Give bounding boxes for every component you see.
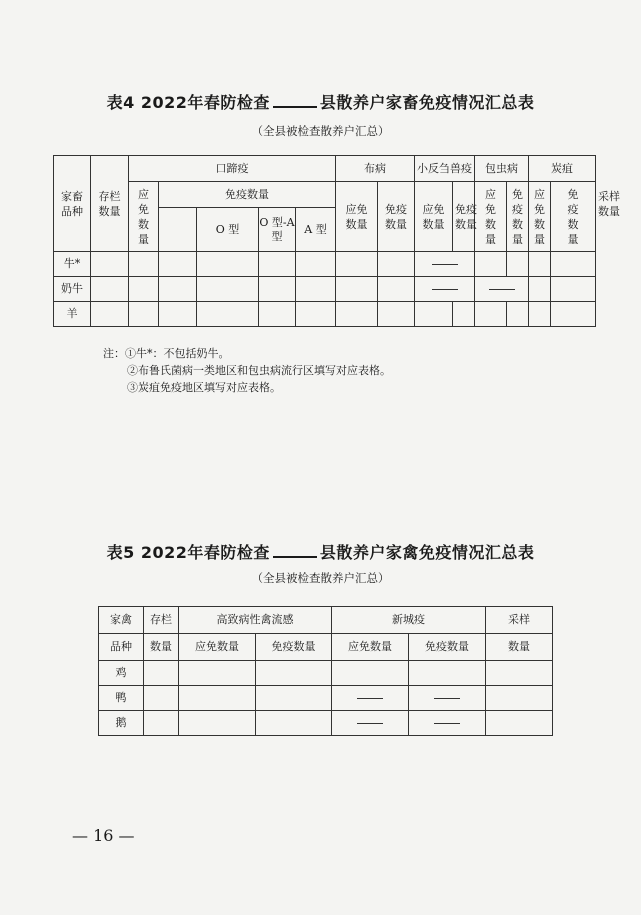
table-row	[99, 686, 553, 711]
header-anthrax: 炭疽	[529, 156, 596, 182]
na-cell	[415, 252, 475, 277]
header-anthrax-should: 应免数量	[529, 182, 551, 252]
header-species: 家畜品种	[54, 156, 91, 252]
header-nd-should: 应免数量	[332, 634, 409, 661]
table4: 家畜品种 存栏数量 口蹄疫 布病 小反刍兽疫 包虫病 炭疽 采样数量 应免数量 免疫数量 应免数量 免疫数量 应免数量 免疫数量 应免数量 免疫数量 应免数量 免疫数量 O 型 O 型-A 型 A 型 牛* 奶牛 羊	[53, 155, 596, 327]
header-species-2: 品种	[99, 634, 144, 661]
header-hpai: 高致病性禽流感	[179, 607, 332, 634]
header-fmd-should: 应免数量	[129, 182, 159, 252]
row-label: 奶牛	[54, 277, 91, 302]
table4-notes	[103, 345, 391, 396]
header-ppr: 小反刍兽疫	[415, 156, 475, 182]
header-sampling-2: 数量	[486, 634, 553, 661]
header-echi-immunized: 免疫数量	[507, 182, 529, 252]
table-row	[99, 711, 553, 736]
notes-label: 注：	[103, 347, 125, 360]
row-label: 牛*	[54, 252, 91, 277]
header-hpai-should: 应免数量	[179, 634, 256, 661]
header-stock: 存栏	[144, 607, 179, 634]
header-type-oa: O 型-A 型	[259, 208, 296, 252]
table4-title-post: 县散养户家畜免疫情况汇总表	[319, 93, 535, 112]
header-nd-immunized: 免疫数量	[409, 634, 486, 661]
header-ppr-should: 应免数量	[415, 182, 453, 252]
header-stock: 存栏数量	[91, 156, 129, 252]
header-type-o: O 型	[197, 208, 259, 252]
row-label: 鸡	[99, 661, 144, 686]
na-cell	[409, 686, 486, 711]
county-blank	[273, 544, 317, 558]
header-fmd-immunized: 免疫数量	[159, 182, 336, 208]
table4-subtitle: （全县被检查散养户汇总）	[251, 124, 390, 138]
table5-subtitle: （全县被检查散养户汇总）	[251, 571, 390, 585]
table5-title-post: 县散养户家禽免疫情况汇总表	[319, 543, 535, 562]
row-label: 鹅	[99, 711, 144, 736]
note-item: ③炭疽免疫地区填写对应表格。	[127, 381, 281, 394]
na-cell	[415, 277, 475, 302]
table5-title	[0, 540, 641, 563]
header-echi-should: 应免数量	[475, 182, 507, 252]
header-stock-2: 数量	[144, 634, 179, 661]
header-fmd: 口蹄疫	[129, 156, 336, 182]
header-bru-should: 应免数量	[336, 182, 378, 252]
row-label: 鸭	[99, 686, 144, 711]
header-ppr-immunized: 免疫数量	[453, 182, 475, 252]
note-item: ②布鲁氏菌病一类地区和包虫病流行区填写对应表格。	[127, 364, 391, 377]
table-row	[54, 277, 596, 302]
header-brucellosis: 布病	[336, 156, 415, 182]
page-number: — 16 —	[72, 826, 135, 845]
table-row	[54, 252, 596, 277]
na-cell	[332, 686, 409, 711]
header-newcastle: 新城疫	[332, 607, 486, 634]
header-anthrax-immunized: 免疫数量	[551, 182, 596, 252]
na-cell	[332, 711, 409, 736]
na-cell	[475, 277, 529, 302]
header-species: 家禽	[99, 607, 144, 634]
header-type-a: A 型	[296, 208, 336, 252]
header-fmd-empty	[159, 208, 197, 252]
table5-title-pre: 表5 2022年春防检查	[106, 543, 270, 562]
na-cell	[409, 711, 486, 736]
table-row	[99, 661, 553, 686]
note-item: ①牛*：不包括奶牛。	[125, 347, 230, 360]
header-sampling: 采样	[486, 607, 553, 634]
table4-title-pre: 表4 2022年春防检查	[106, 93, 270, 112]
county-blank	[273, 94, 317, 108]
table5	[98, 606, 553, 736]
header-echinococcosis: 包虫病	[475, 156, 529, 182]
table-row	[54, 302, 596, 327]
table4-title	[0, 90, 641, 113]
header-hpai-immunized: 免疫数量	[256, 634, 332, 661]
row-label: 羊	[54, 302, 91, 327]
header-bru-immunized: 免疫数量	[378, 182, 415, 252]
